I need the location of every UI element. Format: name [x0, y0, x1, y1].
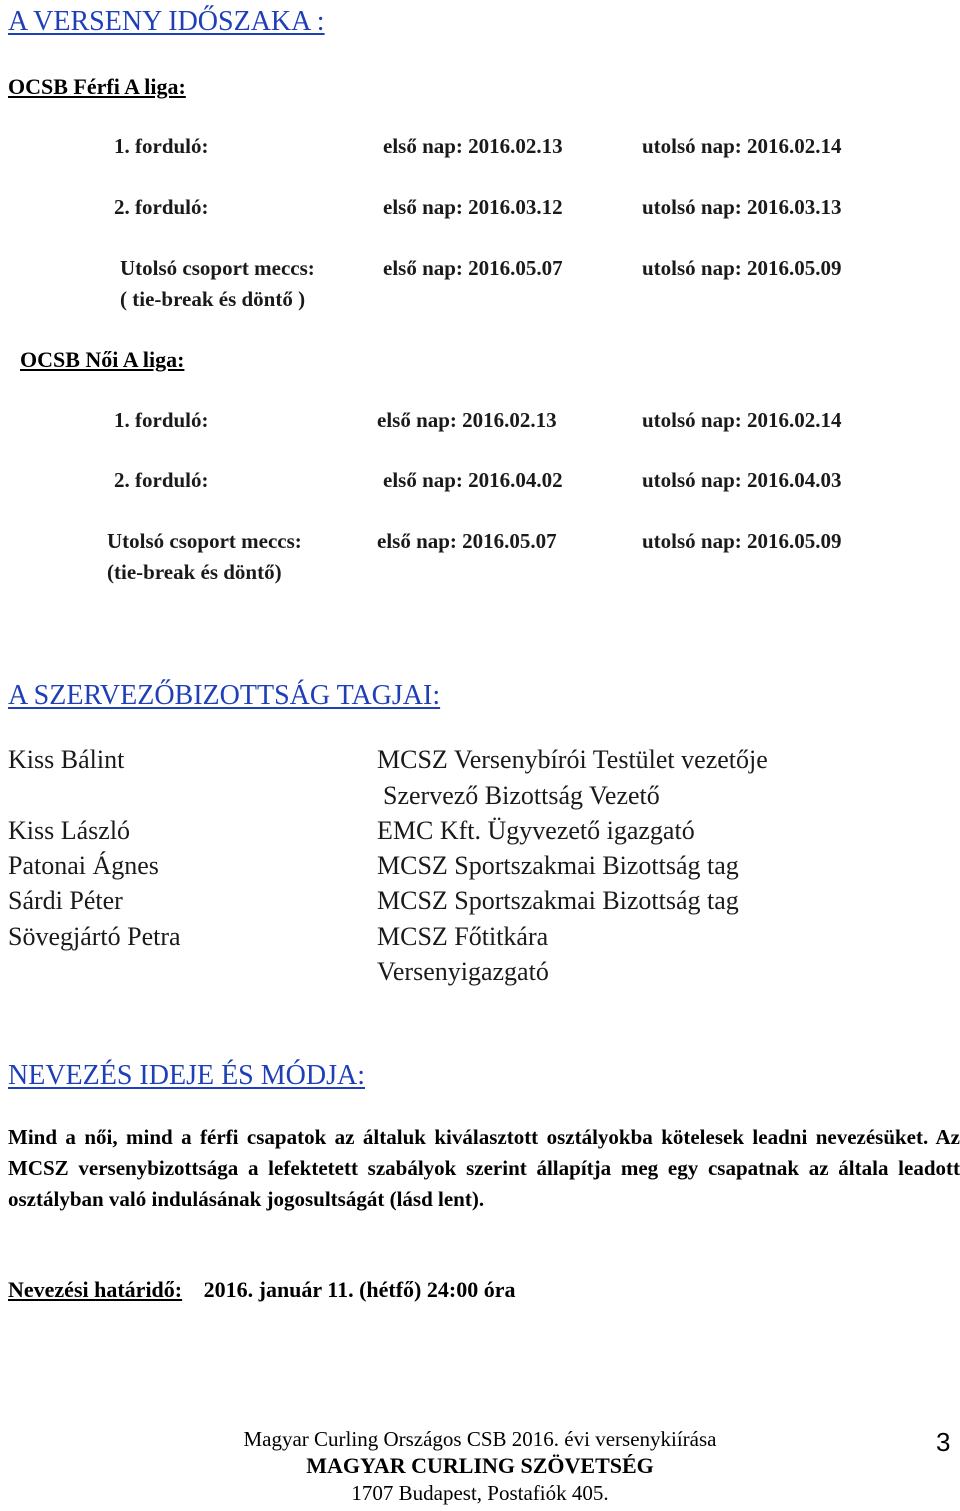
member-1-role: MCSZ Versenybírói Testület vezetője: [377, 745, 768, 774]
entry-paragraph-text: Mind a női, mind a férfi csapatok az általuk kiválasztott osztályokba kötelesek leadni nevezésüket. Az MCSZ versenybizottsága a lefektetett szabályok szerint állapítja meg egy csapatnak az általa leadott osztályban való indulásának jogosultságát (lásd lent).: [8, 1125, 960, 1211]
member-3-name: Patonai Ágnes: [8, 851, 159, 880]
deadline-value: 2016. január 11. (hétfő) 24:00 óra: [203, 1277, 516, 1302]
women-row-1-label: 1. forduló:: [114, 408, 209, 432]
member-5-role: MCSZ Főtitkára: [377, 922, 549, 951]
men-row-1-last: utolsó nap: 2016.02.14: [642, 134, 842, 158]
entry-title: NEVEZÉS IDEJE ÉS MÓDJA:: [8, 1060, 365, 1091]
member-1-name: Kiss Bálint: [8, 745, 125, 774]
men-row-3-last: utolsó nap: 2016.05.09: [642, 256, 842, 280]
footer-line-2: MAGYAR CURLING SZÖVETSÉG: [306, 1453, 654, 1478]
member-2-role: EMC Kft. Ügyvezető igazgató: [377, 816, 695, 845]
men-row-3-first: első nap: 2016.05.07: [383, 256, 563, 280]
men-row-3-label: Utolsó csoport meccs:: [120, 256, 315, 280]
member-5-name: Sövegjártó Petra: [8, 922, 181, 951]
page-number: 3: [936, 1427, 951, 1457]
footer-line-1: Magyar Curling Országos CSB 2016. évi versenykiírása: [243, 1427, 717, 1451]
women-row-3-note: (tie-break és döntő): [107, 560, 282, 584]
men-league-title: OCSB Férfi A liga:: [8, 74, 186, 99]
deadline-line: [8, 1277, 515, 1303]
men-row-1-label: 1. forduló:: [114, 134, 209, 158]
period-title: A VERSENY IDŐSZAKA :: [8, 6, 325, 37]
women-row-2-last: utolsó nap: 2016.04.03: [642, 468, 842, 492]
women-row-3-last: utolsó nap: 2016.05.09: [642, 529, 842, 553]
women-row-2-first: első nap: 2016.04.02: [383, 468, 563, 492]
women-row-2-label: 2. forduló:: [114, 468, 209, 492]
deadline-label: Nevezési határidő:: [8, 1277, 183, 1302]
women-row-1-first: első nap: 2016.02.13: [377, 408, 557, 432]
women-row-1-last: utolsó nap: 2016.02.14: [642, 408, 842, 432]
men-row-2-label: 2. forduló:: [114, 195, 209, 219]
member-1-role-2: Szervező Bizottság Vezető: [383, 781, 660, 810]
member-4-role: MCSZ Sportszakmai Bizottság tag: [377, 886, 739, 915]
member-5-role-2: Versenyigazgató: [377, 957, 549, 986]
member-2-name: Kiss László: [8, 816, 131, 845]
member-3-role: MCSZ Sportszakmai Bizottság tag: [377, 851, 739, 880]
member-4-name: Sárdi Péter: [8, 886, 123, 915]
entry-paragraph: [8, 1122, 960, 1215]
men-row-2-last: utolsó nap: 2016.03.13: [642, 195, 842, 219]
committee-title: A SZERVEZŐBIZOTTSÁG TAGJAI:: [8, 680, 441, 711]
men-row-2-first: első nap: 2016.03.12: [383, 195, 563, 219]
footer-line-3: 1707 Budapest, Postafiók 405.: [351, 1481, 609, 1505]
men-row-3-note: ( tie-break és döntő ): [120, 287, 306, 311]
men-row-1-first: első nap: 2016.02.13: [383, 134, 563, 158]
women-league-title: OCSB Női A liga:: [20, 347, 185, 372]
women-row-3-first: első nap: 2016.05.07: [377, 529, 557, 553]
women-row-3-label: Utolsó csoport meccs:: [107, 529, 302, 553]
